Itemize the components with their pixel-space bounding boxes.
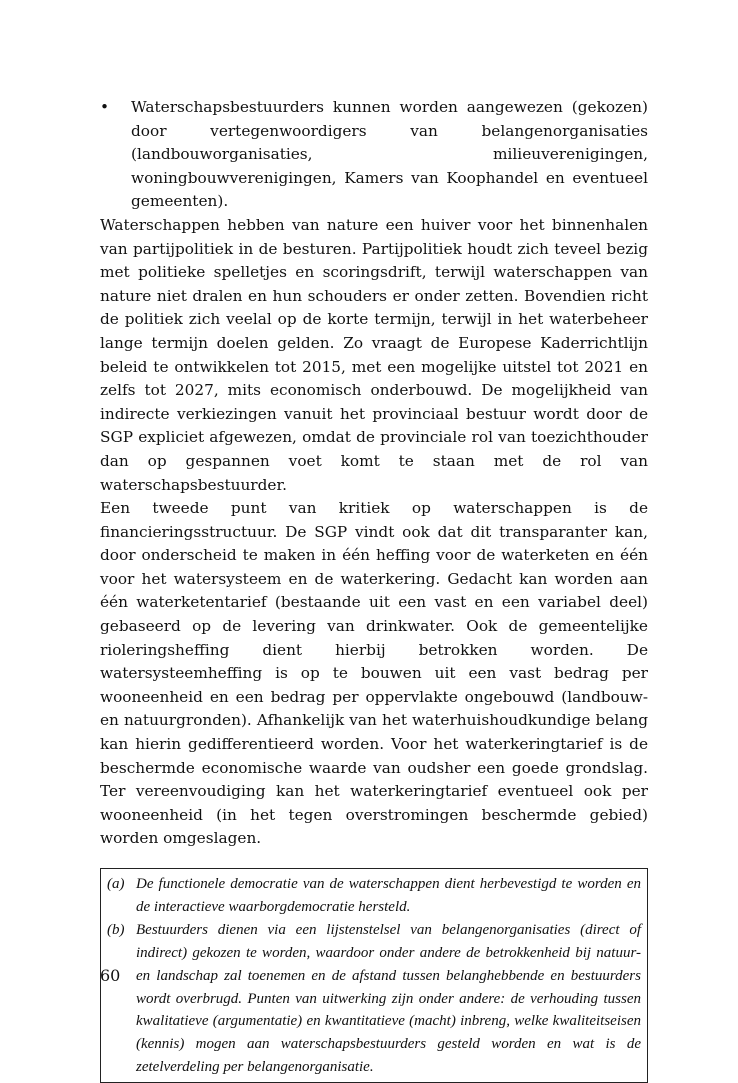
recommendations-box: [100, 868, 648, 1083]
recommendation-text: De functionele democratie van de waterschappen dient herbevestigd te worden en de interactieve waarborgdemocratie hersteld.: [136, 876, 641, 915]
bullet-marker: •: [100, 98, 110, 116]
page-number: 60: [100, 966, 121, 985]
paragraph-financing: Een tweede punt van kritiek op waterschappen is de financieringsstructuur. De SGP vindt ook dat dit transparanter kan, door onderscheid te maken in één heffing voor de waterketen en één voor het watersysteem en de waterkering. Gedacht kan worden aan één waterketentarief (bestaande uit een vast en een variabel deel) gebaseerd op de levering van drinkwater. Ook de gemeentelijke rioleringsheffing dient hierbij betrokken worden. De watersysteemheffing is op te bouwen uit een vast bedrag per wooneenheid en een bedrag per oppervlakte ongebouwd (landbouw- en natuurgronden). Afhankelijk van het waterhuishoudkundige belang kan hierin gedifferentieerd worden. Voor het waterkeringtarief is de beschermde economische waarde van oudsher een goede grondslag. Ter vereenvoudiging kan het waterkeringtarief eventueel ook per wooneenheid (in het tegen overstromingen beschermde gebied) worden omgeslagen.: [100, 499, 648, 848]
page-content: [100, 96, 648, 1083]
recommendation-marker: (b): [107, 921, 125, 938]
bullet-text: Waterschapsbestuurders kunnen worden aangewezen (gekozen) door vertegenwoordigers van belangenorganisaties (landbouworganisaties, milieuverenigingen, woningbouwverenigingen, Kamers van Koophandel en eventueel gemeenten).: [131, 98, 648, 211]
recommendation-marker: (a): [107, 876, 125, 892]
recommendation-item: [107, 873, 641, 919]
recommendation-text: Bestuurders dienen via een lijstenstelsel van belangenorganisaties (direct of indirect) gekozen te worden, waardoor onder andere de betrokkenheid bij natuur- en landschap zal toenemen en de afstand tussen belanghebbende en bestuurders wordt overbrugd. Punten van uitwerking zijn onder andere: de verhouding tussen kwalitatieve (argumentatie) en kwantitatieve (macht) inbreng, welke kwaliteitseisen (kennis) mogen aan waterschapsbestuurders gesteld worden en wat is de zetelverdeling per belangenorganisatie.: [136, 921, 641, 1076]
paragraph-participation: Waterschappen hebben van nature een huiver voor het binnenhalen van partijpolitiek in de besturen. Partijpolitiek houdt zich teveel bezig met politieke spelletjes en scoringsdrift, terwijl waterschappen van nature niet dralen en hun schouders er onder zetten. Bovendien richt de politiek zich veelal op de korte termijn, terwijl in het waterbeheer lange termijn doelen gelden. Zo vraagt de Europese Kaderrichtlijn beleid te ontwikkelen tot 2015, met een mogelijke uitstel tot 2021 en zelfs tot 2027, mits economisch onderbouwd. De mogelijkheid van indirecte verkiezingen vanuit het provinciaal bestuur wordt door de SGP expliciet afgewezen, omdat de provinciale rol van toezichthouder dan op gespannen voet komt te staan met de rol van waterschapsbestuurder.: [100, 215, 648, 494]
bullet-item: [100, 96, 648, 214]
recommendation-item: [107, 919, 641, 1079]
